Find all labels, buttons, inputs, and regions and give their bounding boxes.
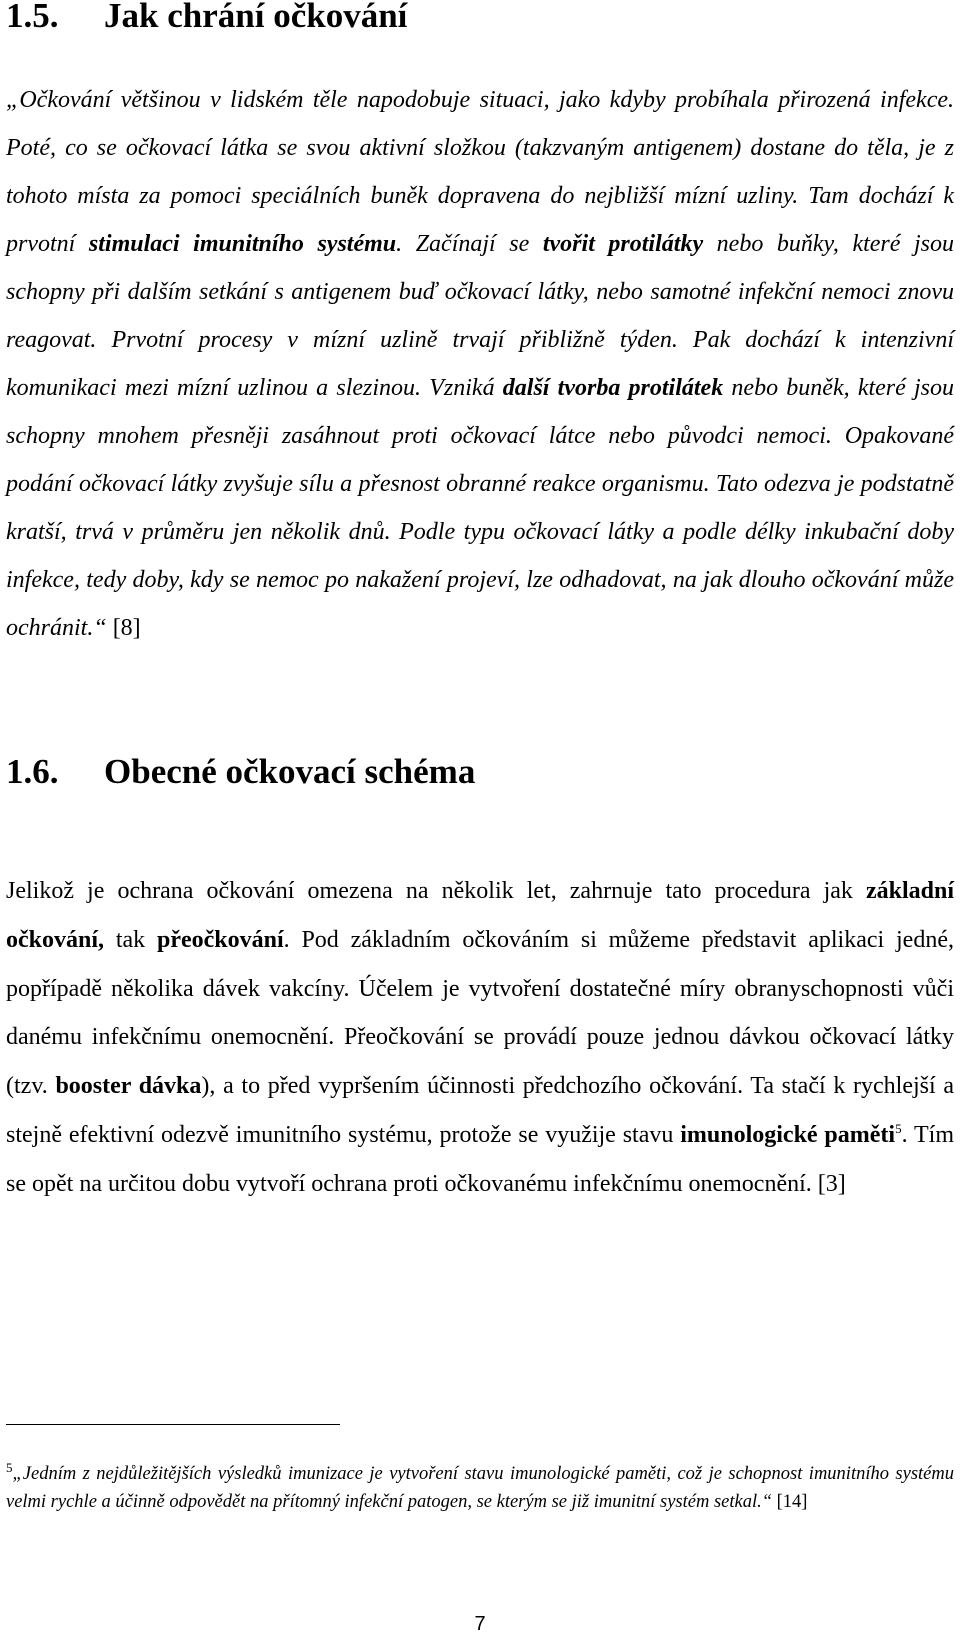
section-number: 1.6.: [6, 752, 59, 791]
emphasized-text: imunologické paměti: [680, 1121, 896, 1148]
section-title: Jak chrání očkování: [104, 0, 408, 35]
text-run: . Pod základním očkováním si můžeme představit aplikaci jedné, popřípadě několika dávek vakcíny. Účelem je vytvoření dostatečné míry obranyschopnosti vůči danému infekčnímu onemocnění. Přeočkování se provádí pouze jednou dávkou očkovací látky (tzv.: [6, 926, 954, 1100]
emphasized-text: základní očkování,: [6, 878, 954, 953]
text-run: nebo buňky, které jsou schopny při dalším setkání s antigenem buď očkovací látky, nebo samotné infekční nemoci znovu reagovat. Prvotní procesy v mízní uzlině trvají přibližně týden. Pak dochází k intenzivní komunikaci mezi mízní uzlinou a slezinou. Vzniká: [6, 231, 954, 401]
emphasized-text: další tvorba protilátek: [502, 375, 724, 401]
citation: [8]: [106, 615, 141, 641]
paragraph-text-end: . Tím se opět na určitou dobu vytvoří ochrana proti očkovanému infekčnímu onemocnění. [3]: [6, 1121, 954, 1197]
footnote-citation: [14]: [772, 1492, 808, 1512]
emphasized-text: stimulaci imunitního systému: [88, 231, 397, 257]
section-title: Obecné očkovací schéma: [104, 752, 476, 791]
text-run: „Očkování většinou v lidském těle napodobuje situaci, jako kdyby probíhala přirozená infekce. Poté, co se očkovací látka se svou aktivní složkou (takzvaným antigenem) dostane do těla, je z tohoto místa za pomoci speciálních buněk dopravena do nejbližší mízní uzliny. Tam dochází k prvotní: [6, 87, 954, 257]
footnote: [6, 1460, 954, 1516]
emphasized-text: přeočkování: [156, 926, 284, 953]
text-run: nebo buněk, které jsou schopny mnohem přesněji zasáhnout proti očkovací látce nebo původci nemoci. Opakované podání očkovací látky zvyšuje sílu a přesnost obranné reakce organismu. Tato odezva je podstatně kratší, trvá v průměru jen několik dnů. Podle typu očkovací látky a podle délky inkubační doby infekce, tedy doby, kdy se nemoc po nakažení projeví, lze odhadovat, na jak dlouho očkování může ochránit.“: [6, 375, 954, 641]
paragraph-text: [6, 878, 954, 1148]
section-1-6-paragraph: [6, 867, 954, 1209]
text-run: . Začínají se: [396, 231, 543, 257]
emphasized-text: tvořit protilátky: [542, 231, 704, 257]
text-run: ), a to před vypršením účinnosti předchozího očkování. Ta stačí k rychlejší a stejně efektivní odezvě imunitního systému, protože se využije stavu: [6, 1073, 954, 1148]
text-run: Jelikož je ochrana očkování omezena na několik let, zahrnuje tato procedura jak: [6, 878, 866, 904]
footnote-separator: [6, 1424, 340, 1425]
section-heading-1-5: [6, 0, 407, 36]
page-number: 7: [474, 1613, 486, 1635]
footnote-reference[interactable]: 5: [895, 1120, 902, 1136]
section-heading-1-6: [6, 752, 475, 792]
emphasized-text: booster dávka: [55, 1073, 202, 1100]
footnote-text: „Jedním z nejdůležitějších výsledků imunizace je vytvoření stavu imunologické paměti, což je schopnost imunitního systému velmi rychle a účinně odpovědět na přítomný infekční patogen, se kterým se již imunitní systém setkal.“: [6, 1464, 954, 1512]
text-run: tak: [104, 926, 157, 953]
section-number: 1.5.: [6, 0, 59, 35]
paragraph-text: [6, 87, 954, 641]
section-1-5-paragraph: [6, 76, 954, 652]
footnote-mark: 5: [6, 1459, 13, 1475]
